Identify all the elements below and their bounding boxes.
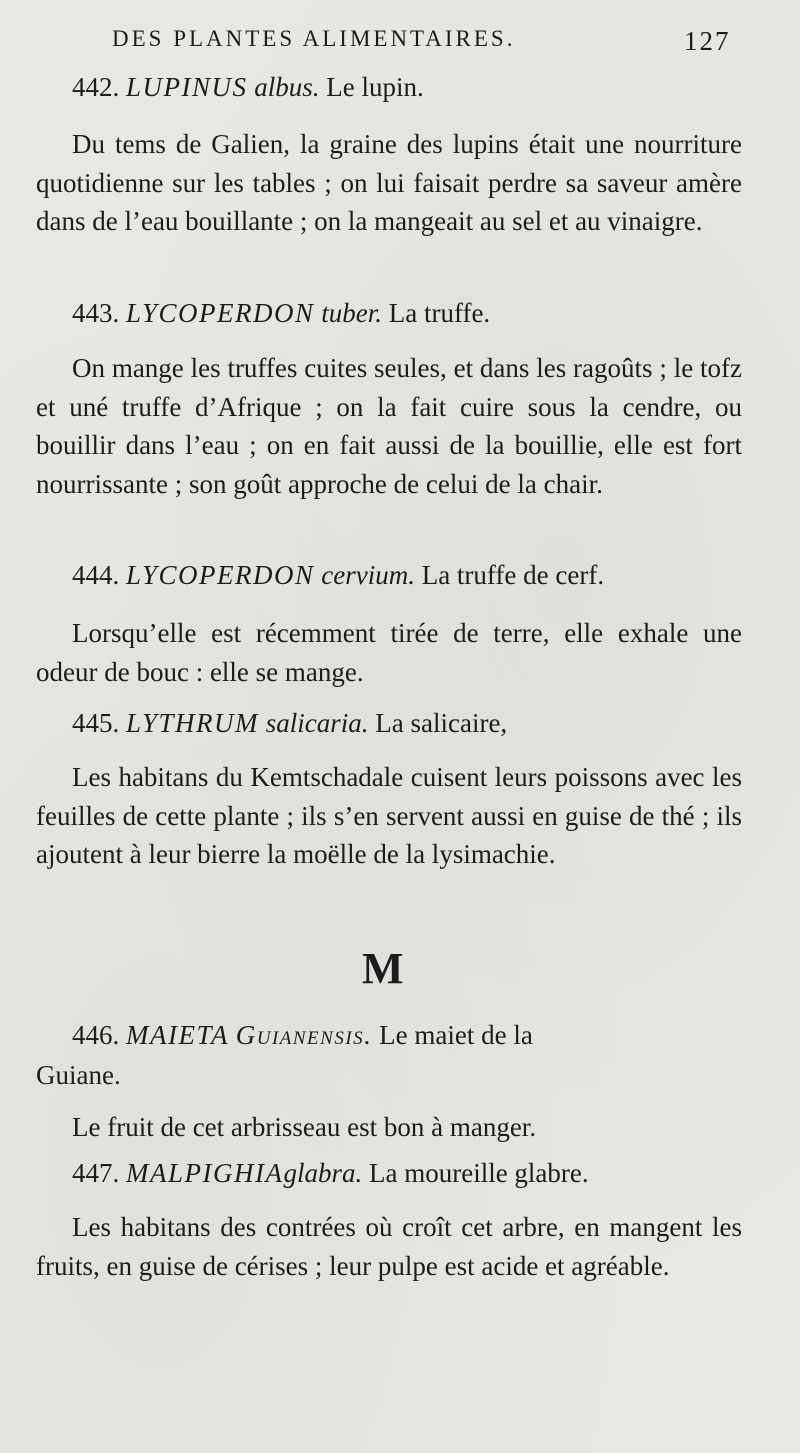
entry-heading-442 xyxy=(72,72,424,103)
entry-number: 447. xyxy=(72,1158,120,1188)
entry-text-443: On mange les truffes cuites seules, et dans les ragoûts ; le tofz et uné truffe d’Afrique ; on la fait cuire sous la cendre, ou bouillir dans l’eau ; on en fait aussi de la bouillie, elle est fort nourrissante ; son goût approche de celui de la chair. xyxy=(36,353,742,499)
entry-species: Guianensis. xyxy=(235,1020,373,1050)
entry-species: albus. xyxy=(254,72,320,102)
entry-number: 442. xyxy=(72,72,120,102)
entry-number: 444. xyxy=(72,560,120,590)
entry-heading-443 xyxy=(72,298,490,329)
entry-common-name: La salicaire, xyxy=(375,708,508,738)
entry-common-name: Le maiet de la xyxy=(379,1020,533,1050)
entry-species: tuber. xyxy=(321,298,382,328)
entry-genus: LYCOPERDON xyxy=(126,560,315,590)
entry-text-446: Le fruit de cet arbrisseau est bon à manger. xyxy=(72,1112,537,1142)
entry-species: glabra. xyxy=(283,1158,363,1188)
entry-common-name: La moureille glabre. xyxy=(368,1158,589,1188)
entry-heading-444 xyxy=(72,560,604,591)
entry-common-name: La truffe de cerf. xyxy=(421,560,605,590)
entry-common-name: Le lupin. xyxy=(326,72,424,102)
entry-number: 445. xyxy=(72,708,120,738)
entry-heading-447 xyxy=(72,1158,589,1189)
entry-genus: LUPINUS xyxy=(126,72,248,102)
entry-genus: LYTHRUM xyxy=(126,708,259,738)
entry-text-442: Du tems de Galien, la graine des lupins était une nourriture quotidienne sur les tables ; on lui faisait perdre sa saveur amère dans de l’eau bouillante ; on la mangeait au sel et au vinaigre. xyxy=(36,129,742,236)
entry-text-447: Les habitans des contrées où croît cet arbre, en mangent les fruits, en guise de cérises ; leur pulpe est acide et agréable. xyxy=(36,1212,742,1281)
entry-heading-445 xyxy=(72,708,507,739)
entry-text-445: Les habitans du Kemtschadale cuisent leurs poissons avec les feuilles de cette plante ; ils s’en servent aussi en guise de thé ; ils ajoutent à leur bierre la moëlle de la lysimachie. xyxy=(36,762,742,869)
entry-heading-continuation: Guiane. xyxy=(36,1060,121,1090)
entry-genus: MAIETA xyxy=(126,1020,229,1050)
entry-heading-446 xyxy=(72,1020,533,1051)
entry-text-444: Lorsqu’elle est récemment tirée de terre, elle exhale une odeur de bouc : elle se mange. xyxy=(36,618,742,687)
running-title: DES PLANTES ALIMENTAIRES. xyxy=(112,26,516,51)
entry-species: cervium. xyxy=(321,560,415,590)
section-letter: M xyxy=(362,944,404,993)
entry-common-name: La truffe. xyxy=(388,298,491,328)
page-number: 127 xyxy=(684,26,731,56)
entry-number: 443. xyxy=(72,298,120,328)
entry-genus: MALPIGHIA xyxy=(126,1158,284,1188)
entry-species: salicaria. xyxy=(265,708,369,738)
entry-genus: LYCOPERDON xyxy=(126,298,315,328)
entry-number: 446. xyxy=(72,1020,120,1050)
